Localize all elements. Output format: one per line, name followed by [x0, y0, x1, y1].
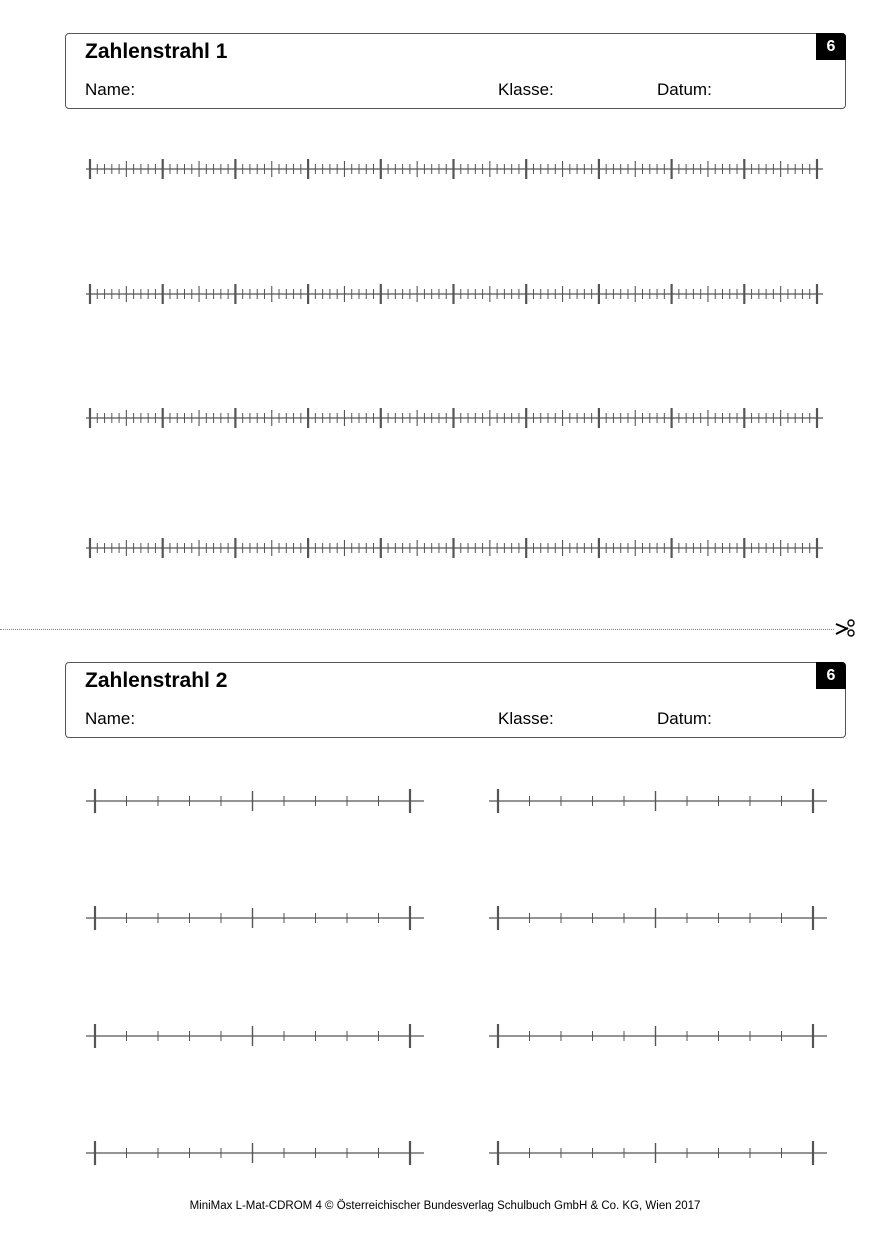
- worksheet-2-title: Zahlenstrahl 2: [85, 669, 228, 692]
- name-label: Name:: [85, 80, 136, 99]
- class-label: Klasse:: [498, 80, 554, 99]
- page-number-badge: 6: [816, 33, 846, 60]
- date-label: Datum:: [657, 709, 712, 728]
- worksheet-1-title: Zahlenstrahl 1: [85, 40, 228, 63]
- date-label: Datum:: [657, 80, 712, 99]
- name-label: Name:: [85, 709, 136, 728]
- class-label: Klasse:: [498, 709, 554, 728]
- page-number-badge: 6: [816, 662, 846, 689]
- copyright-footer: MiniMax L-Mat-CDROM 4 © Österreichischer Bundesverlag Schulbuch GmbH & Co. KG, Wien 2017: [189, 1200, 701, 1212]
